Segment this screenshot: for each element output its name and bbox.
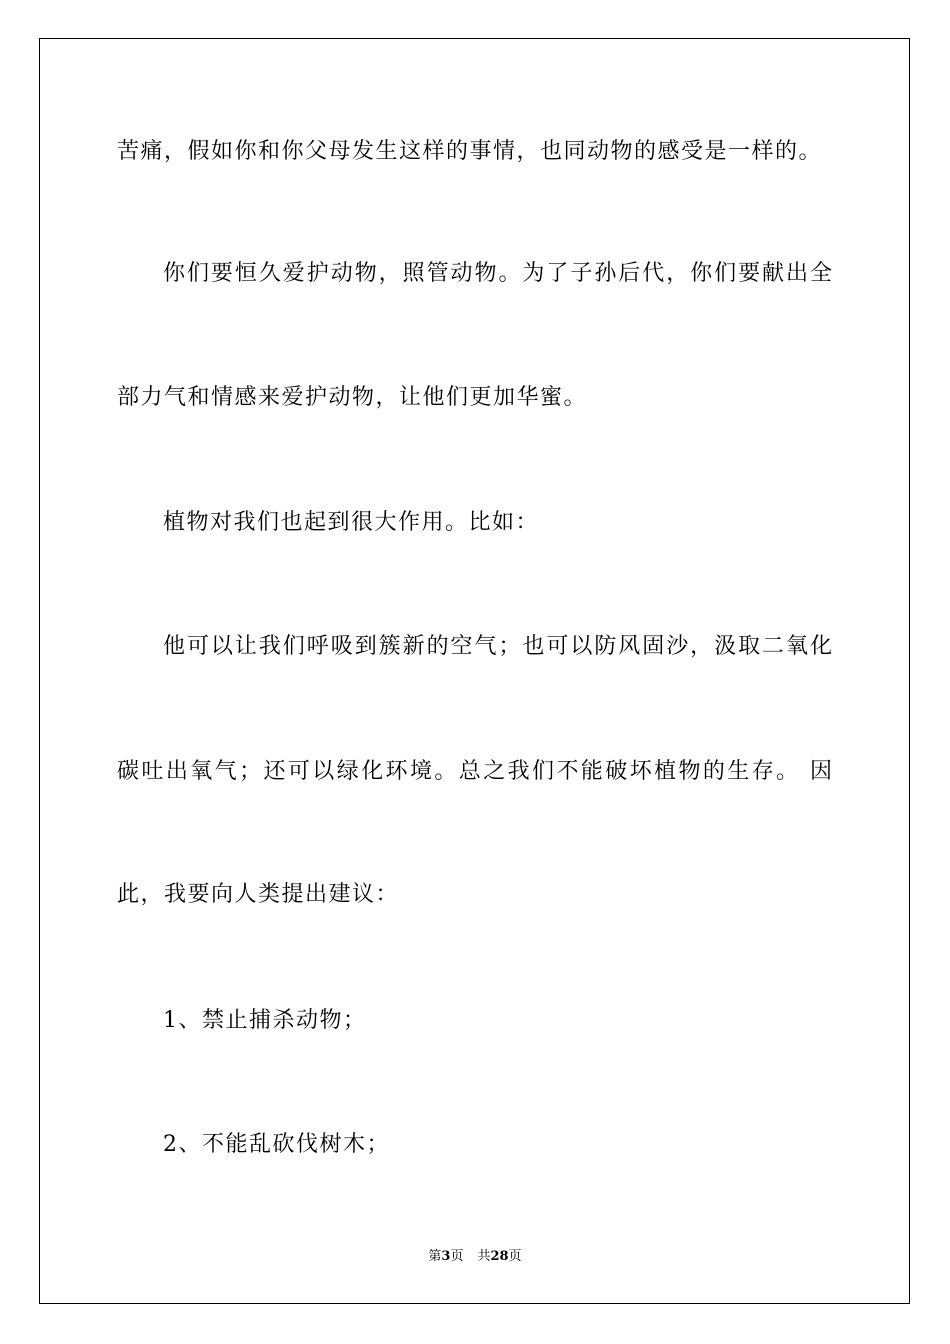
footer-page-number: 3	[441, 1249, 451, 1264]
page-border	[39, 38, 910, 1304]
text-line-4: 植物对我们也起到很大作用。比如：	[163, 510, 540, 535]
text-line-2: 你们要恒久爱护动物，照管动物。为了子孙后代，你们要献出全	[163, 261, 832, 286]
list-item-1: 1、禁止捕杀动物；	[163, 1008, 367, 1033]
footer-page-suffix: 页	[450, 1249, 464, 1264]
text-line-5: 他可以让我们呼吸到簇新的空气；也可以防风固沙，汲取二氧化	[163, 634, 832, 659]
list-item-2: 2、不能乱砍伐树木；	[163, 1132, 390, 1157]
footer-total-pages: 28	[490, 1249, 509, 1264]
footer-page-prefix: 第	[428, 1249, 442, 1264]
text-line-7: 此，我要向人类提出建议：	[117, 882, 400, 907]
text-line-1: 苦痛，假如你和你父母发生这样的事情，也同动物的感受是一样的。	[117, 139, 823, 164]
text-line-3: 部力气和情感来爱护动物，让他们更加华蜜。	[117, 385, 588, 410]
footer-total-prefix: 共	[477, 1249, 491, 1264]
footer-total-suffix: 页	[508, 1249, 522, 1264]
text-line-6: 碳吐出氧气；还可以绿化环境。总之我们不能破坏植物的生存。 因	[117, 759, 832, 784]
page-footer	[0, 1248, 950, 1266]
